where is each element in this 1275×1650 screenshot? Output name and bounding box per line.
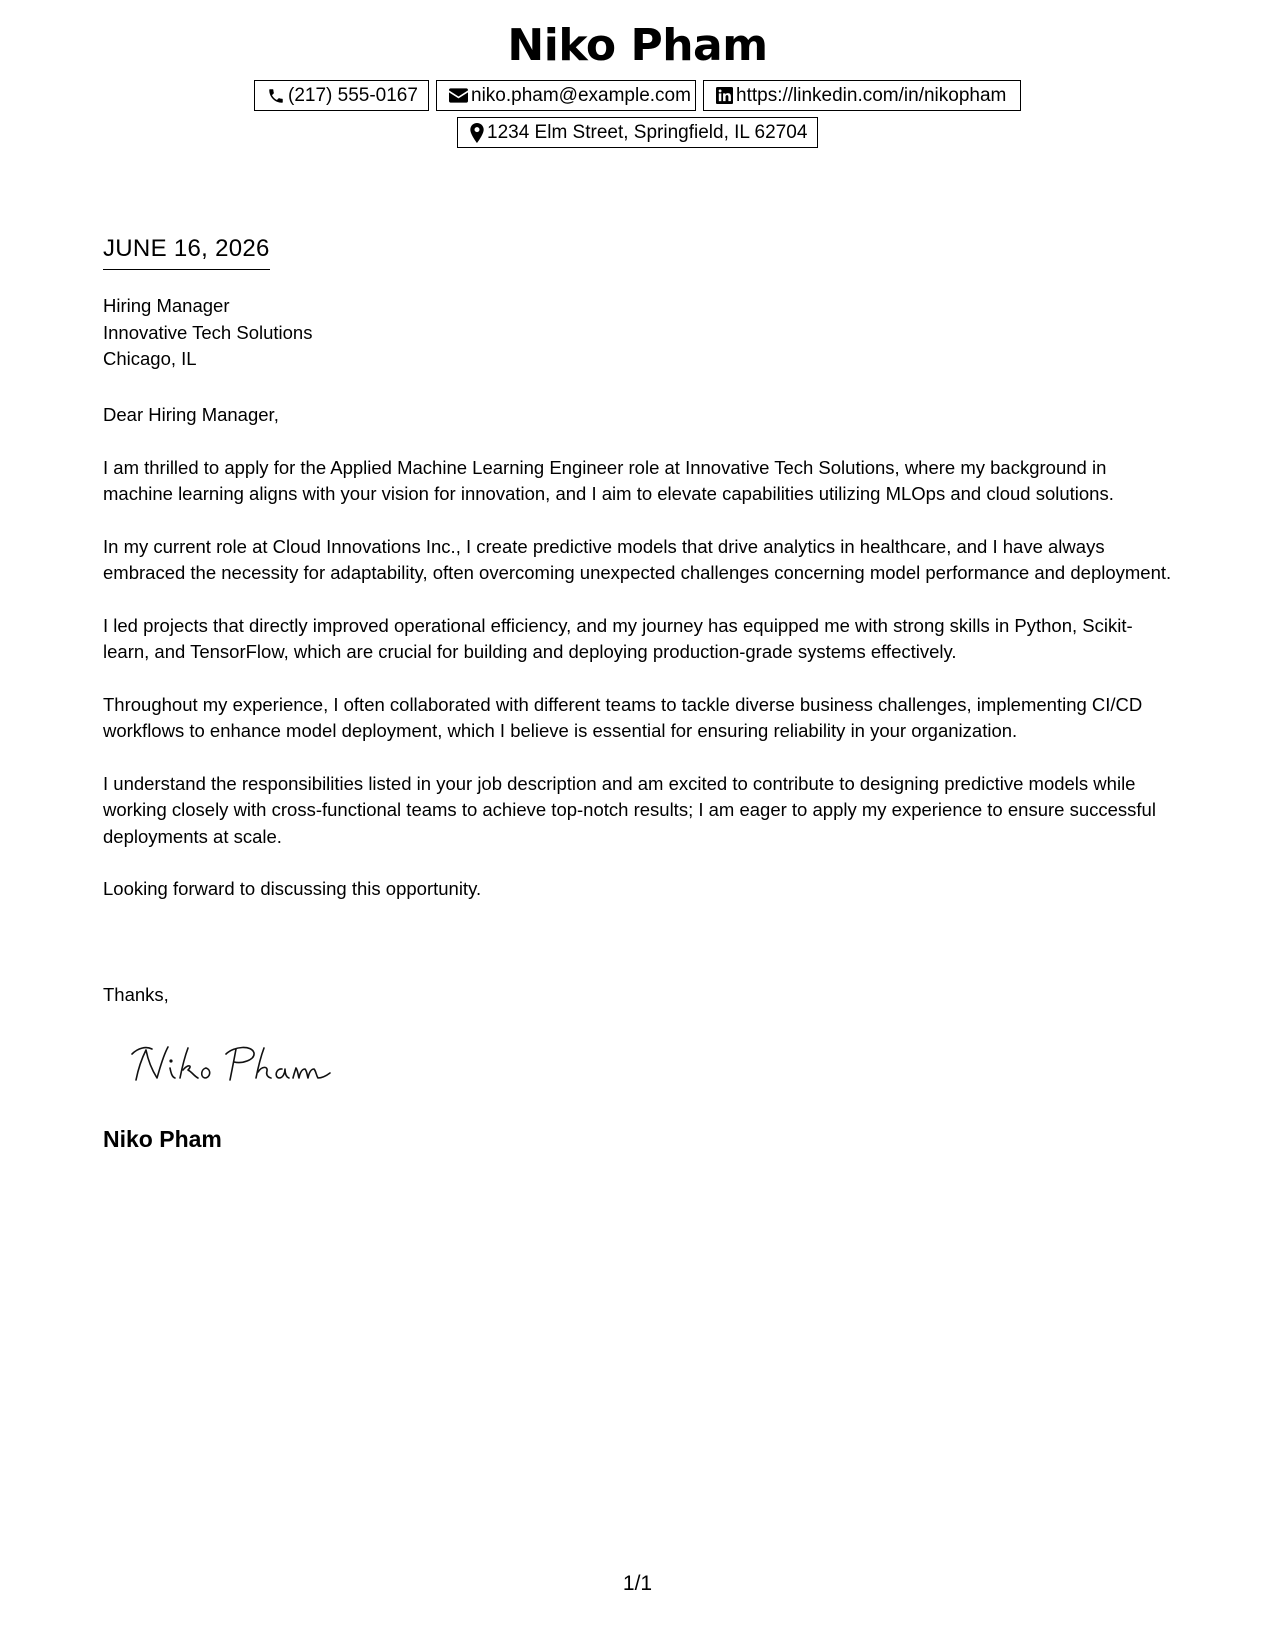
recipient-block xyxy=(103,293,312,373)
address-chip[interactable] xyxy=(457,117,818,148)
page-number: 1/1 xyxy=(622,1572,653,1595)
recipient-company: Innovative Tech Solutions xyxy=(103,321,313,343)
body-paragraph: I led projects that directly improved operational efficiency, and my journey has equipped me with strong skills in Python, Scikit-learn, and TensorFlow, which are crucial for building and deploying production-grade systems effectively. xyxy=(103,614,1133,662)
body-paragraph: I understand the responsibilities listed in your job description and am excited to contribute to designing predictive models while working closely with cross-functional teams to achieve top-notch results; I am eager to apply my experience to ensure successful deployments at scale. xyxy=(103,772,1156,847)
letter-date: JUNE 16, 2026 xyxy=(103,233,270,270)
body-paragraph: I am thrilled to apply for the Applied Machine Learning Engineer role at Innovative Tech Solutions, where my background in machine learning aligns with your vision for innovation, and I aim to elevate capabilities utilizing MLOps and cloud solutions. xyxy=(103,456,1114,504)
recipient-location: Chicago, IL xyxy=(103,348,197,369)
address-text: 1234 Elm Street, Springfield, IL 62704 xyxy=(487,121,808,143)
linkedin-text: https://linkedin.com/in/nikopham xyxy=(736,84,1007,106)
signer-name: Niko Pham xyxy=(103,1126,222,1152)
applicant-name: Niko Pham xyxy=(507,20,768,71)
body-paragraph: In my current role at Cloud Innovations Inc., I create predictive models that drive analytics in healthcare, and I have always embraced the necessity for adaptability, often overcoming unexpected challenges concerning model performance and deployment. xyxy=(103,535,1172,583)
salutation: Dear Hiring Manager, xyxy=(103,404,279,425)
phone-chip[interactable] xyxy=(254,80,429,111)
body-paragraph: Throughout my experience, I often collaborated with different teams to tackle diverse business challenges, implementing CI/CD workflows to enhance model deployment, which I believe is essential for ensuring reliability in your organization. xyxy=(103,693,1143,741)
map-pin-icon xyxy=(470,123,484,143)
phone-text: (217) 555-0167 xyxy=(288,84,418,106)
envelope-icon xyxy=(449,86,468,106)
recipient-title: Hiring Manager xyxy=(103,295,230,316)
body-paragraph: Looking forward to discussing this opportunity. xyxy=(103,878,482,899)
phone-icon xyxy=(267,86,285,106)
closing-line: Thanks, xyxy=(103,984,169,1005)
contact-row-primary xyxy=(0,80,1275,111)
handwritten-signature xyxy=(130,1040,340,1090)
letter-body xyxy=(103,402,1178,929)
contact-row-secondary xyxy=(0,117,1275,148)
linkedin-icon xyxy=(716,86,733,106)
email-chip[interactable] xyxy=(436,80,696,111)
email-text: niko.pham@example.com xyxy=(471,84,691,106)
linkedin-chip[interactable] xyxy=(703,80,1021,111)
